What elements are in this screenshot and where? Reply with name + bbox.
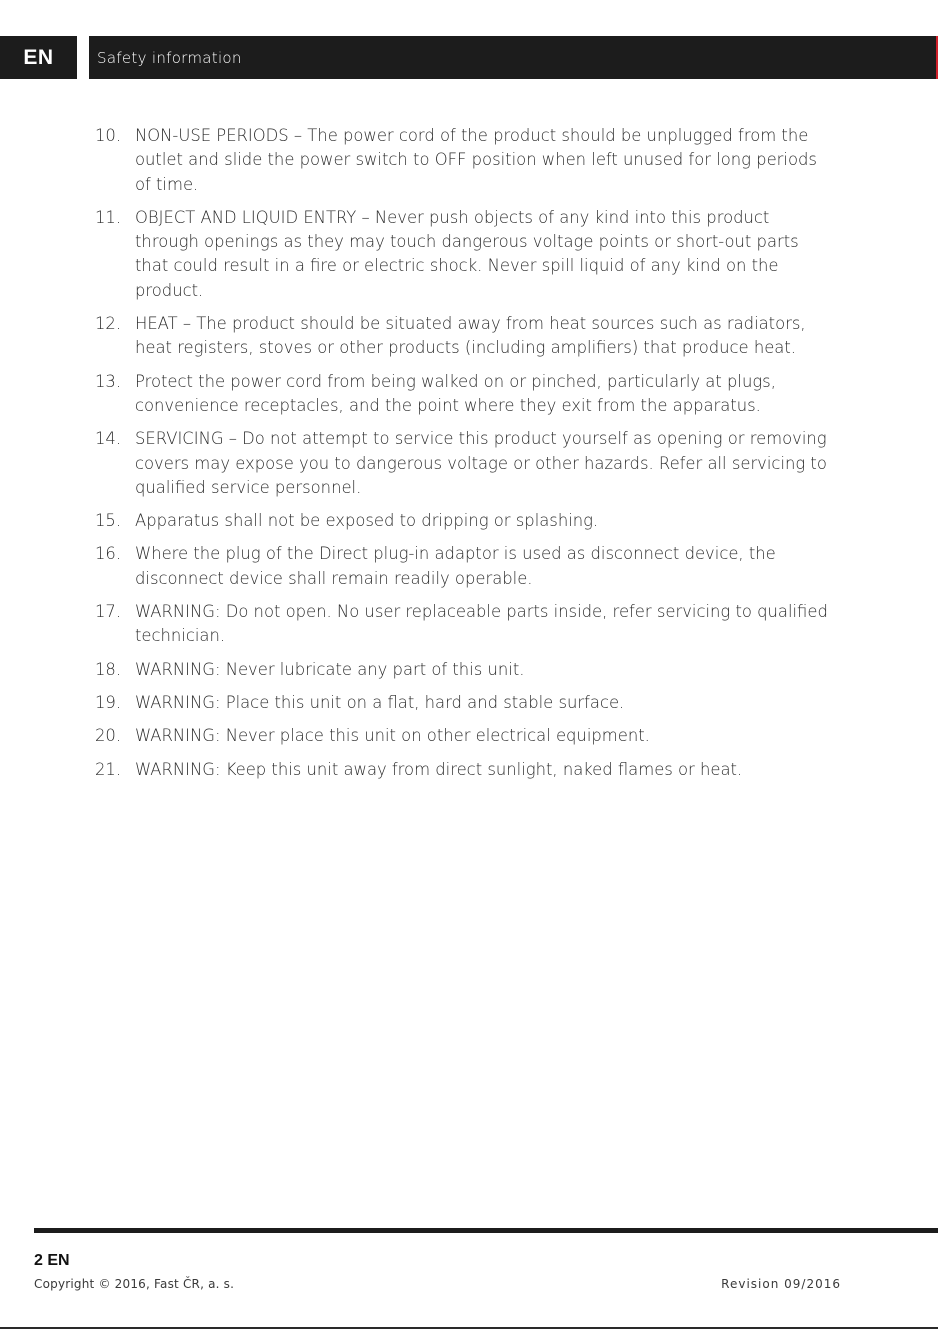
list-item bbox=[0, 724, 938, 748]
item-number: 18. bbox=[95, 659, 122, 679]
list-item bbox=[0, 206, 938, 303]
item-text: HEAT – The product should be situated away from heat sources such as radiators, heat registers, stoves or other products (including amplifiers) that produce heat. bbox=[135, 314, 806, 358]
item-text: OBJECT AND LIQUID ENTRY – Never push objects of any kind into this product through openings as they may touch dangerous voltage points or short-out parts that could result in a fire or electric shock. Never spill liquid of any kind on the product. bbox=[135, 207, 799, 300]
item-number: 11. bbox=[95, 207, 122, 227]
item-text: WARNING: Do not open. No user replaceable parts inside, refer servicing to qualified technician. bbox=[135, 602, 828, 646]
item-text: Where the plug of the Direct plug-in adaptor is used as disconnect device, the disconnect device shall remain readily operable. bbox=[135, 544, 776, 588]
list-item bbox=[0, 691, 938, 715]
item-text: Apparatus shall not be exposed to dripping or splashing. bbox=[135, 511, 599, 531]
page-header bbox=[0, 36, 938, 79]
item-text: Protect the power cord from being walked on or pinched, particularly at plugs, convenience receptacles, and the point where they exit from the apparatus. bbox=[135, 371, 776, 415]
item-number: 17. bbox=[95, 602, 122, 622]
item-number: 14. bbox=[95, 429, 122, 449]
list-item bbox=[0, 600, 938, 649]
item-text: WARNING: Keep this unit away from direct sunlight, naked flames or heat. bbox=[135, 759, 743, 779]
item-number: 10. bbox=[95, 126, 122, 145]
item-number: 19. bbox=[95, 692, 122, 712]
item-number: 12. bbox=[95, 314, 122, 334]
list-item bbox=[0, 509, 938, 533]
list-item bbox=[0, 312, 938, 361]
safety-list bbox=[0, 124, 938, 791]
item-number: 20. bbox=[95, 726, 122, 746]
list-item bbox=[0, 542, 938, 591]
item-text: WARNING: Never place this unit on other electrical equipment. bbox=[135, 726, 650, 746]
item-text: WARNING: Place this unit on a flat, hard and stable surface. bbox=[135, 692, 625, 712]
copyright-notice: Copyright © 2016, Fast ČR, a. s. bbox=[34, 1277, 235, 1291]
item-text: SERVICING – Do not attempt to service this product yourself as opening or removing covers may expose you to dangerous voltage or other hazards. Refer all servicing to qualified service personnel. bbox=[135, 429, 827, 497]
section-title: Safety information bbox=[89, 36, 936, 79]
page-number: 2 EN bbox=[34, 1252, 70, 1269]
list-item bbox=[0, 370, 938, 419]
list-item bbox=[0, 658, 938, 682]
item-number: 15. bbox=[95, 511, 122, 531]
item-number: 16. bbox=[95, 544, 122, 564]
footer-divider bbox=[34, 1228, 938, 1233]
list-item bbox=[0, 758, 938, 782]
item-number: 21. bbox=[95, 759, 122, 779]
item-text: WARNING: Never lubricate any part of this unit. bbox=[135, 659, 525, 679]
revision-label: Revision 09/2016 bbox=[721, 1277, 841, 1291]
item-number: 13. bbox=[95, 371, 122, 391]
language-label: EN bbox=[0, 36, 77, 79]
list-item bbox=[0, 427, 938, 500]
item-text: NON-USE PERIODS – The power cord of the product should be unplugged from the outlet and slide the power switch to OFF position when left unused for long periods of time. bbox=[135, 126, 817, 194]
list-item bbox=[0, 124, 938, 197]
